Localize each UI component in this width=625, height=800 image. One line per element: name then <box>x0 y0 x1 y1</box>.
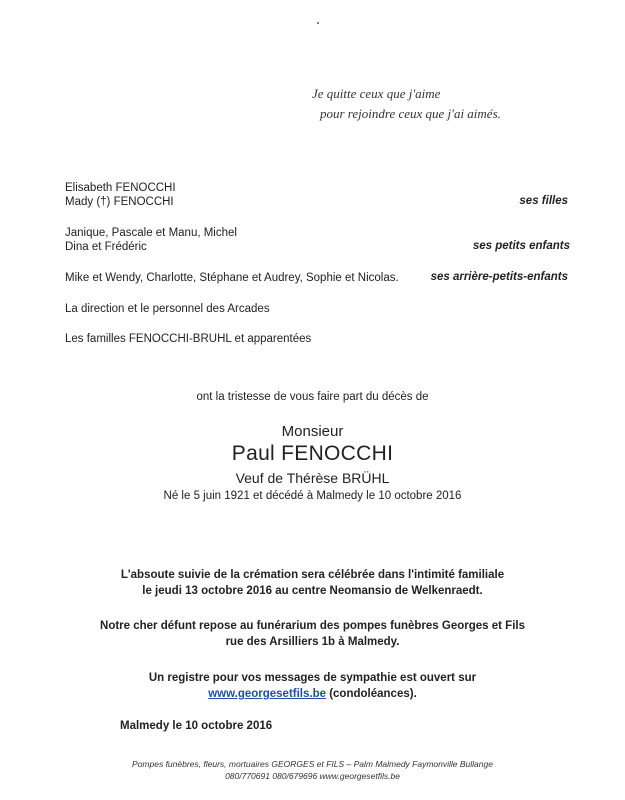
registry-line-2 <box>0 686 625 702</box>
family-line: Elisabeth FENOCCHI <box>65 182 176 194</box>
ceremony-info <box>0 567 625 599</box>
family-line: Mike et Wendy, Charlotte, Stéphane et Audrey, Sophie et Nicolas. <box>65 272 399 284</box>
family-group-relatives <box>65 332 311 346</box>
family-line: Dina et Frédéric <box>65 241 147 253</box>
decorative-dot <box>317 22 319 24</box>
family-line: Mady (†) FENOCCHI <box>65 196 174 208</box>
family-group-daughters <box>65 181 176 209</box>
registry-line-1: Un registre pour vos messages de sympathie est ouvert sur <box>148 672 477 684</box>
role-daughters: ses filles <box>519 195 568 207</box>
family-line: Les familles FENOCCHI-BRUHL et apparentées <box>65 333 312 345</box>
quote-line-1: Je quitte ceux que j'aime <box>312 86 441 101</box>
registry-suffix: (condoléances). <box>326 688 417 700</box>
repose-line-1: Notre cher défunt repose au funérarium des pompes funèbres Georges et Fils <box>100 620 525 632</box>
footer-line-1: Pompes funèbres, fleurs, mortuaires GEORGES et FILS – Palm Malmedy Faymonville Bullange <box>132 759 493 769</box>
registry-info <box>0 670 625 702</box>
funeral-home-footer <box>0 758 625 782</box>
deceased-title: Monsieur <box>281 423 344 440</box>
quote-line-2: pour rejoindre ceux que j'ai aimés. <box>320 106 501 121</box>
birth-death-dates: Né le 5 juin 1921 et décédé à Malmedy le 10 octobre 2016 <box>163 490 462 502</box>
footer-line-2: 080/770691 080/679696 www.georgesetfils.be <box>225 771 400 781</box>
family-group-grandchildren <box>65 226 237 254</box>
announcement-intro: ont la tristesse de vous faire part du décès de <box>196 391 429 403</box>
widower-line: Veuf de Thérèse BRÜHL <box>235 470 390 486</box>
quote <box>312 84 501 124</box>
deceased-name: Paul FENOCCHI <box>231 442 394 465</box>
family-group-arcades <box>65 302 270 316</box>
ceremony-line-1: L'absoute suivie de la crémation sera célébrée dans l'intimité familiale <box>120 569 505 581</box>
place-date: Malmedy le 10 octobre 2016 <box>120 720 273 732</box>
family-line: Janique, Pascale et Manu, Michel <box>65 227 237 239</box>
condolences-link[interactable]: www.georgesetfils.be <box>208 688 327 700</box>
family-group-great-grandchildren <box>65 271 399 285</box>
family-line: La direction et le personnel des Arcades <box>65 303 270 315</box>
role-great-grandchildren: ses arrière-petits-enfants <box>430 271 568 283</box>
repose-line-2: rue des Arsilliers 1b à Malmedy. <box>225 636 400 648</box>
ceremony-line-2: le jeudi 13 octobre 2016 au centre Neomansio de Welkenraedt. <box>142 585 483 597</box>
repose-info <box>0 618 625 650</box>
role-grandchildren: ses petits enfants <box>472 240 570 252</box>
